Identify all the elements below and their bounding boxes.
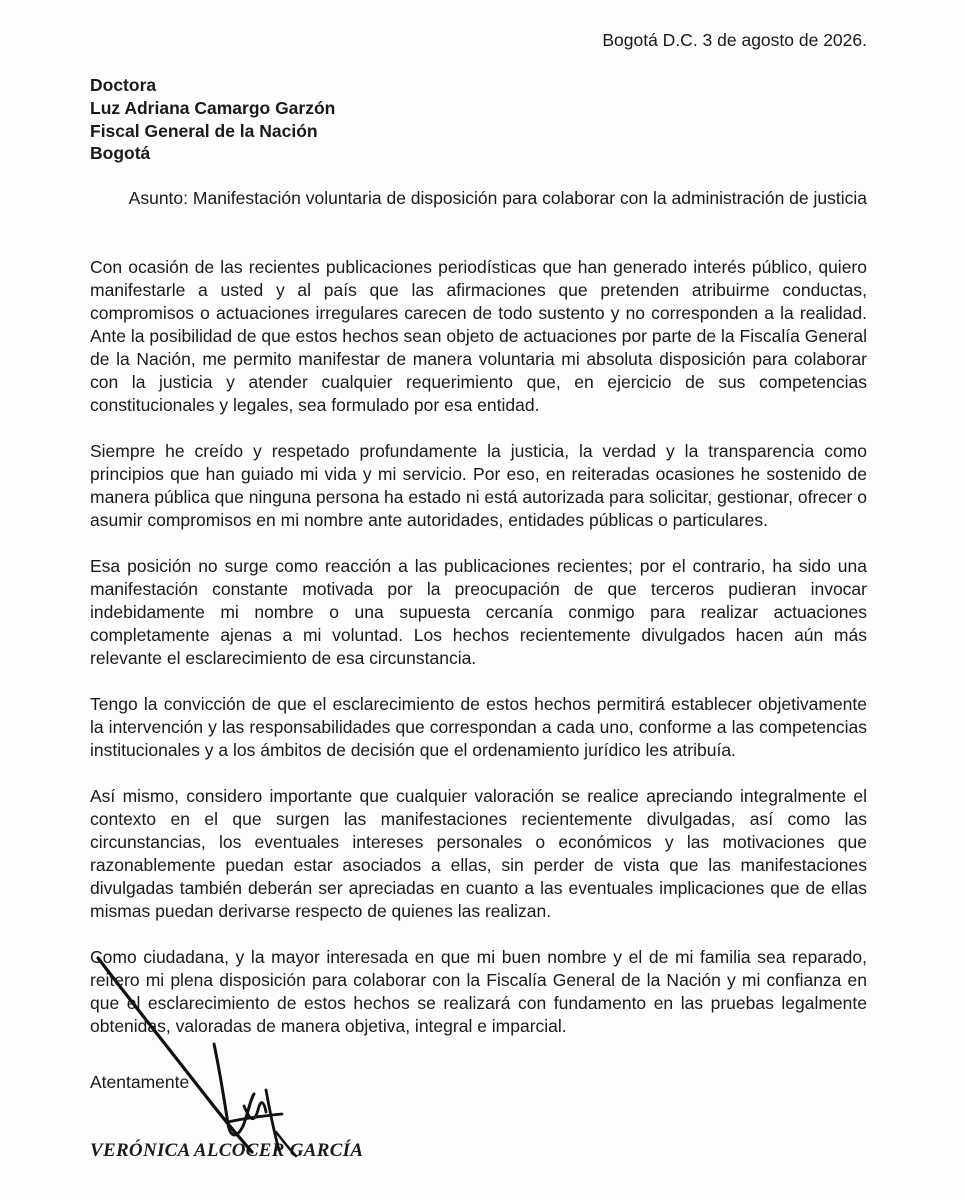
body-paragraph: Tengo la convicción de que el esclarecimiento de estos hechos permitirá establecer objetivamente la intervención y las responsabilidades que correspondan a cada uno, conforme a las competencias institucionales y a los ámbitos de decisión que el ordenamiento jurídico les atribuía. [90,694,867,760]
letter-body [90,256,867,1061]
recipient-name: Luz Adriana Camargo Garzón [90,97,336,118]
signer-name: VERÓNICA ALCOCER GARCÍA [90,1140,364,1161]
letter-date: Bogotá D.C. 3 de agosto de 2026. [602,30,867,50]
signature-stroke [244,1103,266,1119]
recipient-position: Fiscal General de la Nación [90,120,318,141]
signature-stroke [228,1114,282,1122]
body-paragraph: Esa posición no surge como reacción a las publicaciones recientes; por el contrario, ha sido una manifestación constante motivada por la preocupación de que terceros pudieran invocar indebidamente mi nombre o una supuesta cercanía conmigo para realizar actuaciones completamente ajenas a mi voluntad. Los hechos recientemente divulgados hacen aún más relevante el esclarecimiento de esa circunstancia. [90,556,867,668]
body-paragraph: Con ocasión de las recientes publicaciones periodísticas que han generado interés público, quiero manifestarle a usted y al país que las afirmaciones que pretenden atribuirme conductas, compromisos o actuaciones irregulares carecen de todo sustento y no corresponden a la realidad. Ante la posibilidad de que estos hechos sean objeto de actuaciones por parte de la Fiscalía General de la Nación, me permito manifestar de manera voluntaria mi absoluta disposición para colaborar con la justicia y atender cualquier requerimiento que, en ejercicio de sus competencias constitucionales y legales, sea formulado por esa entidad. [90,257,867,415]
closing-text: Atentamente [90,1072,190,1092]
recipient-block [90,74,335,165]
body-paragraph: Como ciudadana, y la mayor interesada en que mi buen nombre y el de mi familia sea reparado, reitero mi plena disposición para colaborar con la Fiscalía General de la Nación y mi confianza en que el esclarecimiento de estos hechos se realizará con fundamento en las pruebas legalmente obtenidas, valoradas de manera objetiva, integral e imparcial. [90,947,867,1036]
recipient-city: Bogotá [90,143,151,164]
recipient-title: Doctora [90,75,157,95]
letter-subject: Asunto: Manifestación voluntaria de disposición para colaborar con la administración de justicia [128,188,867,208]
body-paragraph: Así mismo, considero importante que cualquier valoración se realice apreciando integralmente el contexto en el que surgen las manifestaciones recientemente divulgadas, así como las circunstancias, los eventuales intereses personales o económicos y las motivaciones que razonablemente puedan estar asociados a ellas, sin perder de vista que las manifestaciones divulgadas también deberán ser apreciadas en cuanto a las eventuales implicaciones que de ellas mismas puedan derivarse respecto de quienes las realizan. [90,786,867,921]
body-paragraph: Siempre he creído y respetado profundamente la justicia, la verdad y la transparencia como principios que han guiado mi vida y mi servicio. Por eso, en reiteradas ocasiones he sostenido de manera pública que ninguna persona ha estado ni está autorizada para solicitar, gestionar, ofrecer o asumir compromisos en mi nombre ante autoridades, entidades públicas o particulares. [90,441,867,530]
